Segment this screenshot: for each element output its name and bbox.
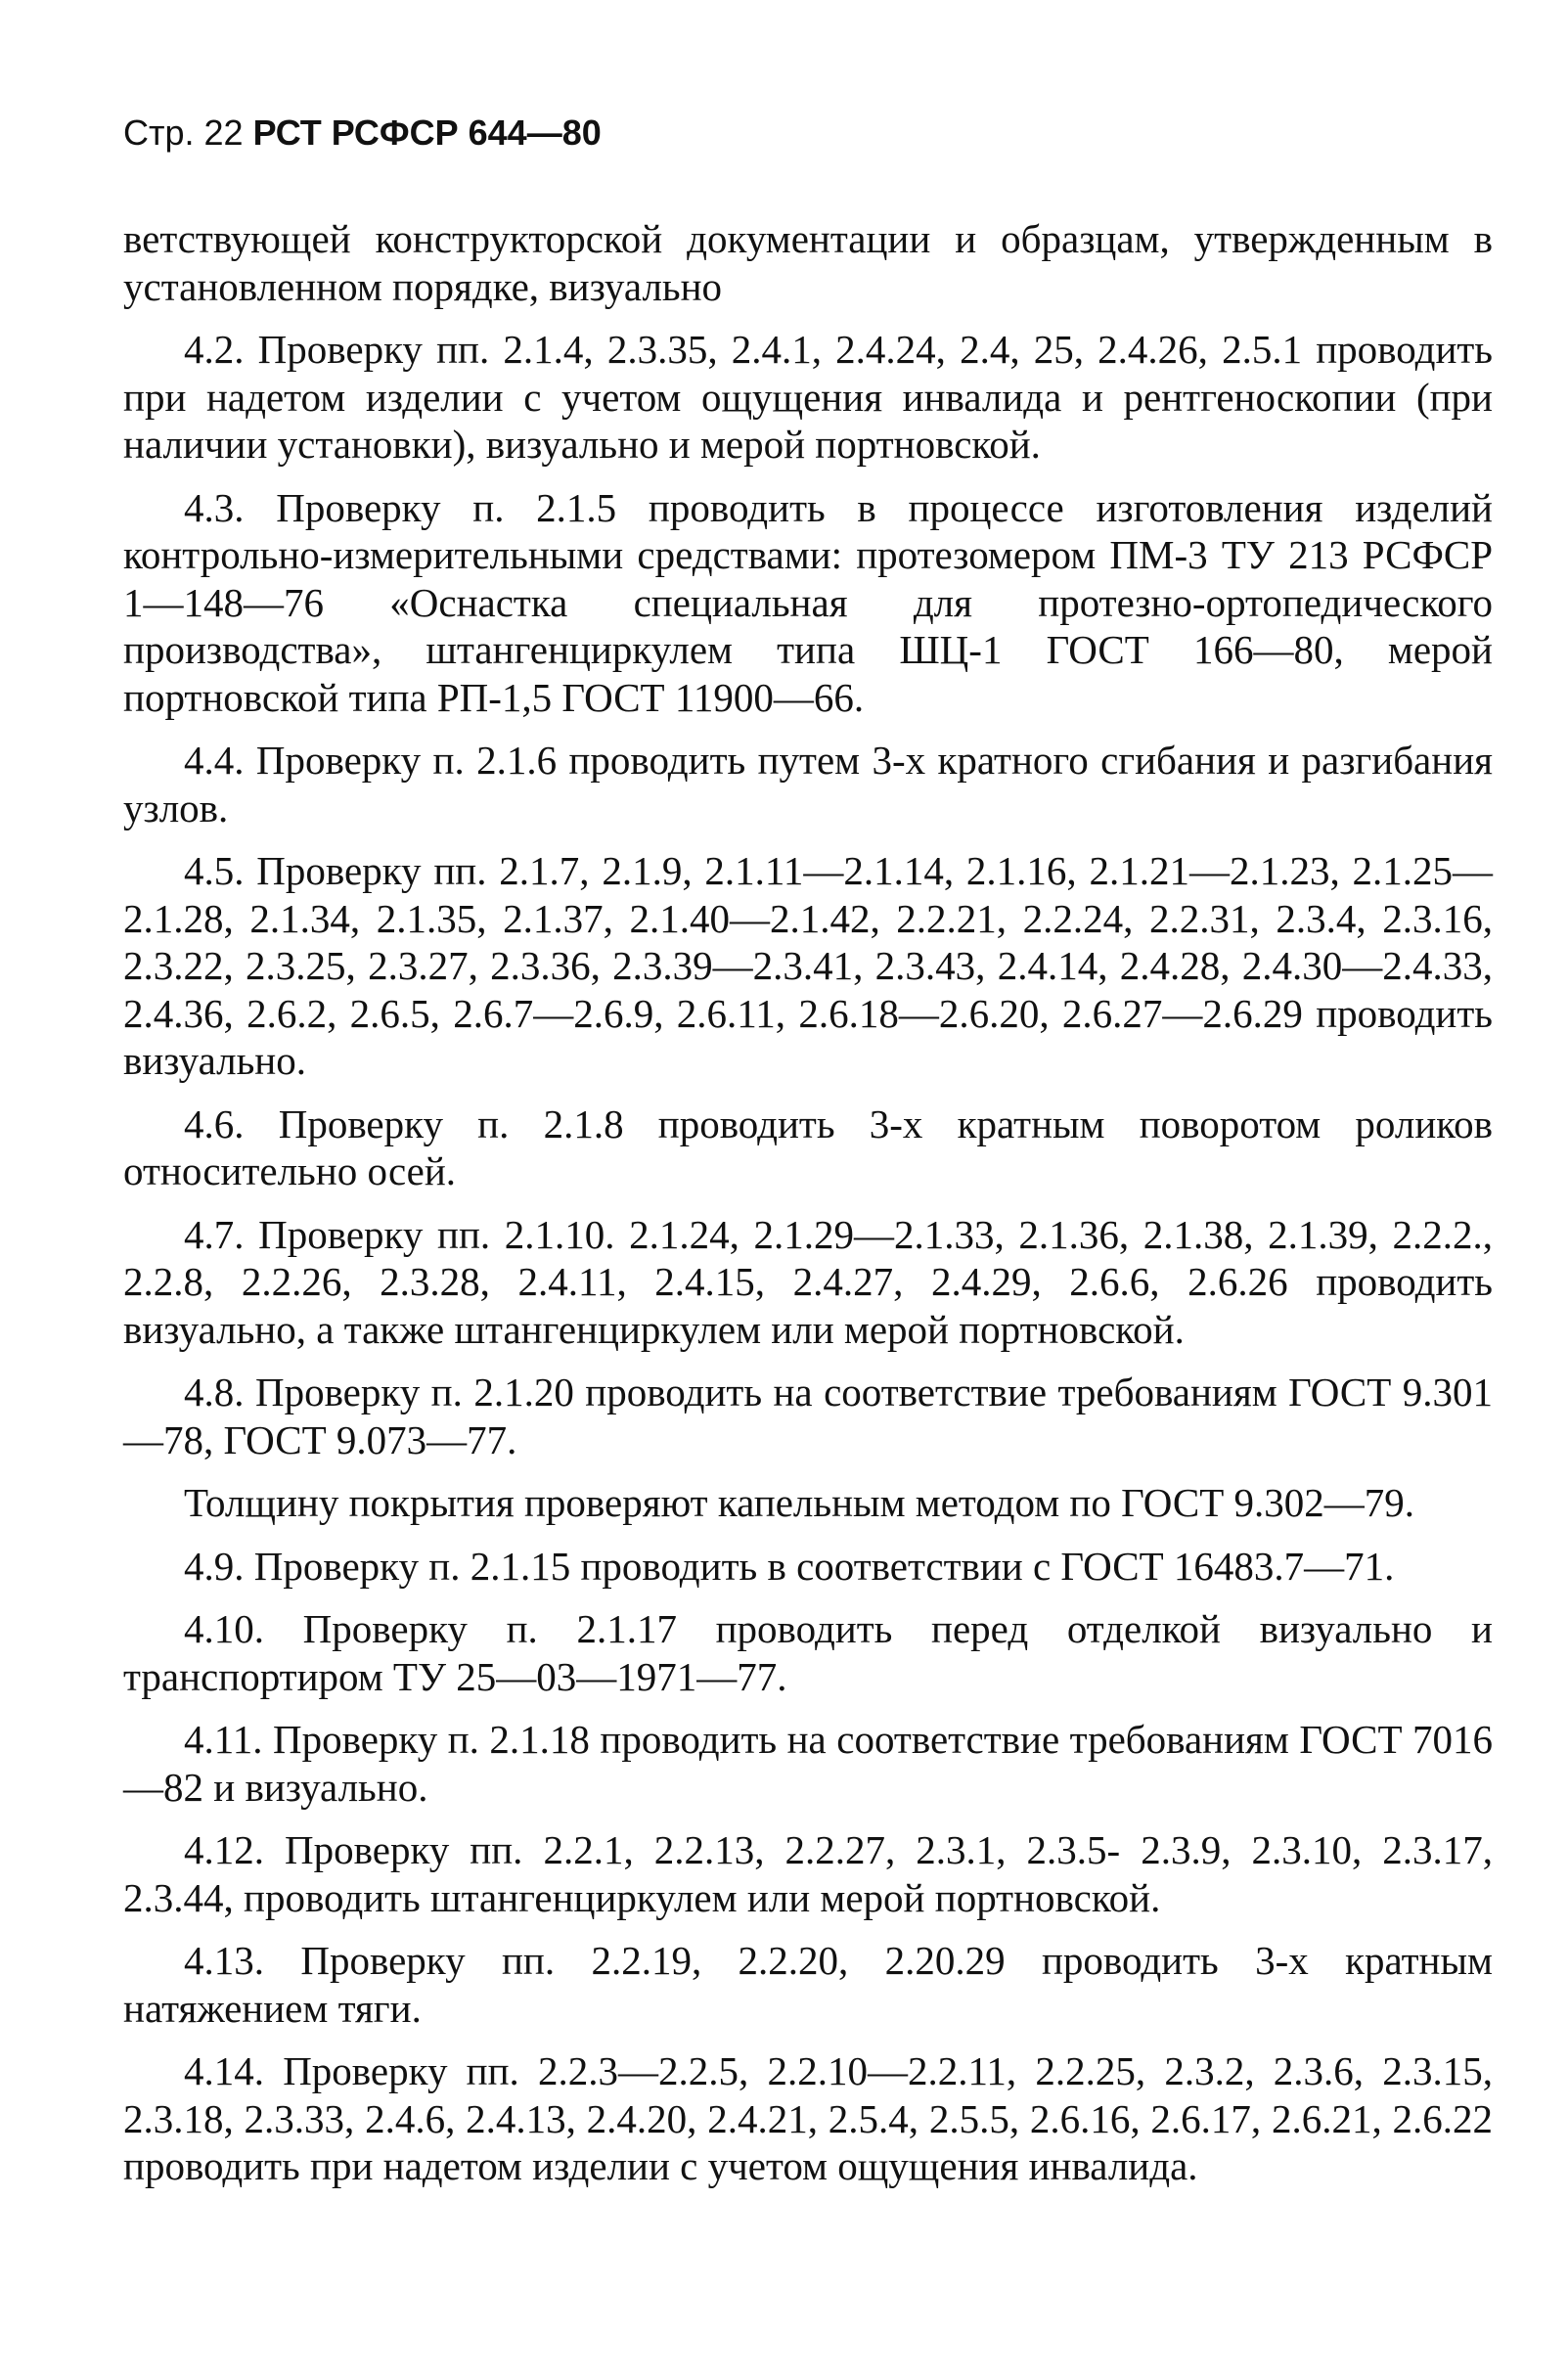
page-header	[123, 110, 602, 157]
paragraph-4-6: 4.6. Проверку п. 2.1.8 проводить 3-х кратным поворотом роликов относительно осей.	[123, 1100, 1493, 1193]
paragraph-coating-thickness: Толщину покрытия проверяют капельным методом по ГОСТ 9.302—79.	[184, 1480, 1415, 1525]
paragraph-4-8: 4.8. Проверку п. 2.1.20 проводить на соответствие требованиям ГОСТ 9.301—78, ГОСТ 9.073—77.	[123, 1370, 1493, 1462]
paragraph-4-5: 4.5. Проверку пп. 2.1.7, 2.1.9, 2.1.11—2.1.14, 2.1.16, 2.1.21—2.1.23, 2.1.25—2.1.28, 2.1.34, 2.1.35, 2.1.37, 2.1.40—2.1.42, 2.2.21, 2.2.24, 2.2.31, 2.3.4, 2.3.16, 2.3.22, 2.3.25, 2.3.27, 2.3.36, 2.3.39—2.3.41, 2.3.43, 2.4.14, 2.4.28, 2.4.30—2.4.33, 2.4.36, 2.6.2, 2.6.5, 2.6.7—2.6.9, 2.6.11, 2.6.18—2.6.20, 2.6.27—2.6.29 проводить визуально.	[123, 848, 1493, 1083]
paragraph-4-7: 4.7. Проверку пп. 2.1.10. 2.1.24, 2.1.29—2.1.33, 2.1.36, 2.1.38, 2.1.39, 2.2.2., 2.2.8, 2.2.26, 2.3.28, 2.4.11, 2.4.15, 2.4.27, 2.4.29, 2.6.6, 2.6.26 проводить визуально, а также штангенциркулем или мерой портновской.	[123, 1211, 1493, 1352]
paragraph-4-13: 4.13. Проверку пп. 2.2.19, 2.2.20, 2.20.29 проводить 3-х кратным натяжением тяги.	[123, 1938, 1493, 2031]
paragraph-4-14: 4.14. Проверку пп. 2.2.3—2.2.5, 2.2.10—2.2.11, 2.2.25, 2.3.2, 2.3.6, 2.3.15, 2.3.18, 2.3.33, 2.4.6, 2.4.13, 2.4.20, 2.4.21, 2.5.4, 2.5.5, 2.6.16, 2.6.17, 2.6.21, 2.6.22 проводить при надетом изделии с учетом ощущения инвалида.	[123, 2048, 1493, 2188]
paragraph-continuation: ветствующей конструкторской документации и образцам, утвержденным в установленном порядке, визуально	[123, 216, 1493, 309]
paragraph-4-10: 4.10. Проверку п. 2.1.17 проводить перед отделкой визуально и транспортиром ТУ 25—03—1971—77.	[123, 1606, 1493, 1699]
paragraph-4-3: 4.3. Проверку п. 2.1.5 проводить в процессе изготовления изделий контрольно-измерительными средствами: протезомером ПМ-3 ТУ 213 РСФСР 1—148—76 «Оснастка специальная для протезно-ортопедического производства», штангенциркулем типа ШЦ-1 ГОСТ 166—80, мерой портновской типа РП-1,5 ГОСТ 11900—66.	[123, 484, 1493, 720]
document-code: РСТ РСФСР 644—80	[252, 112, 602, 153]
paragraph-4-12: 4.12. Проверку пп. 2.2.1, 2.2.13, 2.2.27, 2.3.1, 2.3.5- 2.3.9, 2.3.10, 2.3.17, 2.3.44, проводить штангенциркулем или мерой портновской.	[123, 1827, 1493, 1920]
page-number: Стр. 22	[123, 112, 244, 153]
paragraph-4-2: 4.2. Проверку пп. 2.1.4, 2.3.35, 2.4.1, 2.4.24, 2.4, 25, 2.4.26, 2.5.1 проводить при надетом изделии с учетом ощущения инвалида и рентгеноскопии (при наличии установки), визуально и мерой портновской.	[123, 327, 1493, 467]
paragraph-4-9: 4.9. Проверку п. 2.1.15 проводить в соответствии с ГОСТ 16483.7—71.	[184, 1543, 1395, 1589]
document-body	[123, 215, 1493, 2206]
paragraph-4-11: 4.11. Проверку п. 2.1.18 проводить на соответствие требованиям ГОСТ 7016—82 и визуально.	[123, 1717, 1493, 1810]
paragraph-4-4: 4.4. Проверку п. 2.1.6 проводить путем 3-х кратного сгибания и разгибания узлов.	[123, 738, 1493, 831]
